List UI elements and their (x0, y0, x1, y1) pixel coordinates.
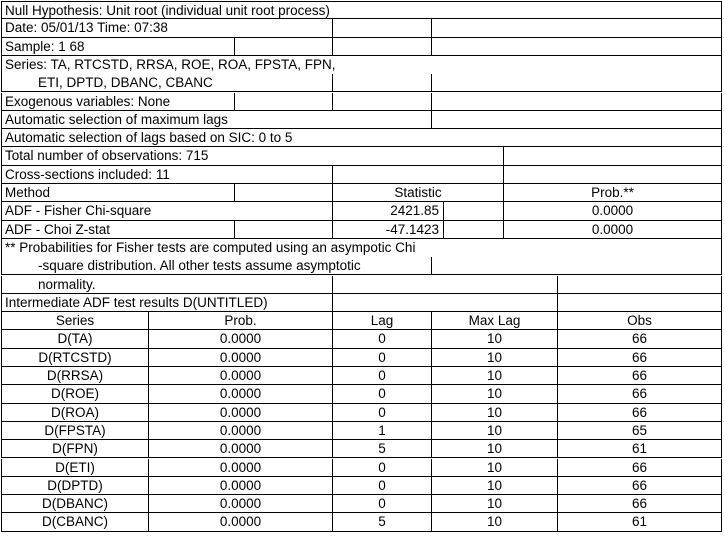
max-lag-cell: 10 (432, 330, 558, 348)
obs-cell: 66 (558, 385, 722, 403)
lag-selection-sic: Automatic selection of lags based on SIC: 0 to 5 (1, 129, 722, 147)
series-cell: D(ROE) (1, 385, 149, 403)
lag-cell: 1 (333, 422, 432, 440)
prob-cell: 0.0000 (149, 385, 333, 403)
obs-cell: 66 (558, 477, 722, 495)
max-lag-cell: 10 (432, 422, 558, 440)
column-header-obs: Obs (558, 312, 722, 330)
series-cell: D(DPTD) (1, 477, 149, 495)
series-cell: D(RRSA) (1, 367, 149, 385)
date-time: Date: 05/01/13 Time: 07:38 (1, 19, 333, 37)
lag-cell: 0 (333, 477, 432, 495)
empty-cell (432, 257, 722, 275)
method-name: ADF - Choi Z-stat (1, 221, 235, 239)
max-lag-cell: 10 (432, 459, 558, 477)
prob-cell: 0.0000 (149, 495, 333, 513)
method-name: ADF - Fisher Chi-square (1, 202, 333, 220)
empty-cell (333, 93, 432, 111)
statistic-header: Statistic (333, 184, 504, 202)
lag-cell: 5 (333, 440, 432, 458)
unit-root-test-output (1, 1, 722, 535)
empty-cell (432, 19, 722, 37)
lag-cell: 0 (333, 385, 432, 403)
method-header: Method (1, 184, 235, 202)
series-cell: D(DBANC) (1, 495, 149, 513)
empty-cell (235, 221, 333, 239)
cross-sections: Cross-sections included: 11 (1, 166, 333, 184)
lag-cell: 5 (333, 513, 432, 531)
prob-cell: 0.0000 (149, 477, 333, 495)
series-cell: D(TA) (1, 330, 149, 348)
lag-cell: 0 (333, 459, 432, 477)
prob-header: Prob.** (504, 184, 722, 202)
prob-cell: 0.0000 (149, 440, 333, 458)
empty-cell (444, 221, 504, 239)
prob-cell: 0.0000 (149, 349, 333, 367)
max-lag-cell: 10 (432, 404, 558, 422)
empty-cell (235, 93, 333, 111)
obs-cell: 65 (558, 422, 722, 440)
prob-value: 0.0000 (504, 202, 722, 220)
series-cell: D(FPSTA) (1, 422, 149, 440)
obs-cell: 66 (558, 330, 722, 348)
prob-value: 0.0000 (504, 221, 722, 239)
prob-cell: 0.0000 (149, 513, 333, 531)
max-lag-cell: 10 (432, 349, 558, 367)
empty-cell (333, 294, 558, 312)
lag-cell: 0 (333, 495, 432, 513)
prob-cell: 0.0000 (149, 422, 333, 440)
obs-cell: 66 (558, 349, 722, 367)
null-hypothesis: Null Hypothesis: Unit root (individual unit root process) (1, 1, 722, 19)
lag-cell: 0 (333, 349, 432, 367)
empty-cell (333, 74, 432, 92)
max-lag-cell: 10 (432, 367, 558, 385)
max-lag-cell: 10 (432, 385, 558, 403)
empty-cell (235, 38, 333, 56)
lag-cell: 0 (333, 330, 432, 348)
obs-cell: 66 (558, 495, 722, 513)
empty-cell (504, 166, 722, 184)
exogenous-variables: Exogenous variables: None (1, 93, 235, 111)
empty-cell (504, 147, 722, 165)
obs-cell: 66 (558, 367, 722, 385)
prob-cell: 0.0000 (149, 367, 333, 385)
empty-cell (444, 202, 504, 220)
max-lag-cell: 10 (432, 495, 558, 513)
series-cell: D(ETI) (1, 459, 149, 477)
lag-cell: 0 (333, 404, 432, 422)
series-cell: D(RTCSTD) (1, 349, 149, 367)
max-lag-cell: 10 (432, 477, 558, 495)
empty-cell (558, 294, 722, 312)
note-line-1: ** Probabilities for Fisher tests are computed using an asympotic Chi (1, 239, 722, 257)
empty-cell (235, 184, 333, 202)
max-lag-cell: 10 (432, 440, 558, 458)
lag-cell: 0 (333, 367, 432, 385)
intermediate-title: Intermediate ADF test results D(UNTITLED) (1, 294, 333, 312)
empty-cell (333, 166, 504, 184)
empty-cell (432, 74, 722, 92)
empty-cell (333, 276, 558, 294)
column-header-lag: Lag (333, 312, 432, 330)
obs-cell: 66 (558, 459, 722, 477)
prob-cell: 0.0000 (149, 404, 333, 422)
series-list-continued: ETI, DPTD, DBANC, CBANC (1, 74, 333, 92)
column-header-max-lag: Max Lag (432, 312, 558, 330)
total-observations: Total number of observations: 715 (1, 147, 504, 165)
obs-cell: 61 (558, 513, 722, 531)
series-cell: D(ROA) (1, 404, 149, 422)
statistic-value: -47.1423 (333, 221, 444, 239)
empty-cell (333, 19, 432, 37)
empty-cell (558, 276, 722, 294)
column-header-prob: Prob. (149, 312, 333, 330)
series-cell: D(CBANC) (1, 513, 149, 531)
lag-selection: Automatic selection of maximum lags (1, 111, 432, 129)
series-list: Series: TA, RTCSTD, RRSA, ROE, ROA, FPSTA, FPN, (1, 56, 722, 74)
prob-cell: 0.0000 (149, 330, 333, 348)
empty-cell (432, 111, 722, 129)
statistic-value: 2421.85 (333, 202, 444, 220)
obs-cell: 66 (558, 404, 722, 422)
empty-cell (432, 38, 722, 56)
series-cell: D(FPN) (1, 440, 149, 458)
max-lag-cell: 10 (432, 513, 558, 531)
empty-cell (333, 38, 432, 56)
obs-cell: 61 (558, 440, 722, 458)
empty-cell (432, 93, 722, 111)
sample: Sample: 1 68 (1, 38, 235, 56)
note-line-3: normality. (1, 276, 333, 294)
note-line-2: -square distribution. All other tests assume asymptotic (1, 257, 432, 275)
prob-cell: 0.0000 (149, 459, 333, 477)
column-header-series: Series (1, 312, 149, 330)
